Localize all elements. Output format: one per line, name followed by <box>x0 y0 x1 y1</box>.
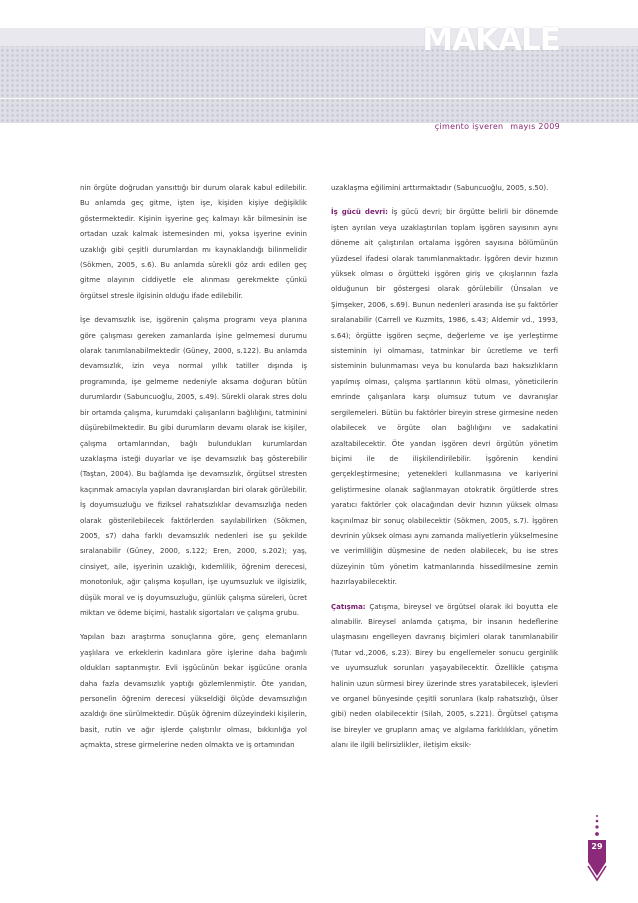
paragraph: İşe devamsızlık ise, işgörenin çalışma programı veya planına göre çalışması gereken zamanlarda işine gelmemesi durumu olarak tanımlanabilmektedir (Güney, 2000, s.122). Bu anlamda devamsızlık, izin veya normal yıllık tatiller dışında iş programında, işe gelmeme nedeniyle aksama doğuran bütün durumlardır (Sabuncuoğlu, 2005, s.49). Sürekli olarak stres dolu bir ortamda çalışma, kurumdaki çalışanların bağlılığını, tatminini düşürebilmektedir. Bu gibi durumların devamı olarak ise kişiler, çalışma ortamlarından, bağlı bulundukları kurumlardan uzaklaşma isteği duyarlar ve işe devamsızlık baş gösterebilir (Taştan, 2004). Bu bağlamda işe devamsızlık, örgütsel stresten kaçınmak amacıyla yapılan davranışlardan biri olarak görülebilir. İş doyumsuzluğu ve fiziksel rahatsızlıklar devamsızlığa neden olarak gösterilebilecek faktörlerden sayılabilirken (Sökmen, 2005, s7) daha farklı devamsızlık nedenleri ise şu şekilde sıralanabilir (Güney, 2000, s.122; Eren, 2000, s.202); yaş, cinsiyet, aile, işyerinin uzaklığı, kıdemlilik, öğrenim derecesi, monotonluk, ağır çalışma koşulları, işe uyumsuzluk ve ilgisizlik, düşük moral ve iş doyumsuzluğu, günlük çalışma süreleri, ücret miktarı ve ödeme biçimi, hastalık sigortaları ve çalışma grubu. <box>80 316 307 617</box>
paragraph: uzaklaşma eğilimini arttırmaktadır (Sabuncuoğlu, 2005, s.50). <box>331 184 549 192</box>
paragraph-text: Çatışma, bireysel ve örgütsel olarak iki boyutta ele alınabilir. Bireysel anlamda çatışma, bir insanın hedeflerine ulaşmasını engelleyen davranış biçimleri olarak tanımlanabilir (Tutar vd.,2006, s.23). Birey bu engellemeler sonucu gerginlik ve uyumsuzluk sorunları yaşayabilecektir. Özellikle çatışma halinin uzun sürmesi birey üzerinde stres yaratabilecek, işlevleri ve organel bünyesinde çeşitli sorunlara (kalp rahatsızlığı, ülser gibi) neden olabilecektir (Silah, 2005, s.221). Örgütsel çatışma ise bireyler ve grupların amaç ve algılama farklılıkları, yönetim alanı ile ilgili belirsizlikler, iletişim eksik- <box>331 602 558 750</box>
paragraph <box>331 205 558 590</box>
issue-info <box>431 122 560 131</box>
paragraph: Yapılan bazı araştırma sonuçlarına göre, genç elemanların yaşlılara ve erkeklerin kadınlara göre işlerine daha bağımlı oldukları saptanmıştır. Evli işgücünün bekar işgücüne oranla daha fazla devamsızlık yaptığı gözlemlenmiştir. Öte yandan, personelin öğrenim derecesi yükseldiği ölçüde devamsızlığın azaldığı öne sürülmektedir. Düşük öğrenim düzeyindeki kişilerin, basit, rutin ve ağır işlerde çalıştırılır olması, bıkkınlığa yol açmakta, strese girmelerine neden olmakta ve iş ortamından <box>80 633 307 750</box>
issue-date: mayıs 2009 <box>510 122 560 131</box>
term-heading: İş gücü devri: <box>331 208 388 217</box>
paragraph <box>331 600 558 754</box>
paragraph-text: İş gücü devri; bir örgütte belirli bir dönemde işten ayrılan veya uzaklaştırılan toplam işgören sayısının aynı döneme ait çalıştırılan ortalama işgören sayısına bölümünün yüzdesel ifadesi olarak tanımlanmaktadır. İşgören devir hızının yüksek olması o örgütteki işgören giriş ve çıkışlarının fazla olduğunun bir göstergesi olarak görülebilir (Ünsalan ve Şimşeker, 2006, s.69). Bunun nedenleri arasında ise şu faktörler sıralanabilir (Carrell ve Kuzmits, 1986, s.43; Aldemir vd., 1993, s.64); örgütte işgören seçme, değerleme ve işe yerleştirme sisteminin iyi olmaması, tatminkar bir ücretleme ve terfi sisteminin bulunmaması veya bu konularda bazı haksızlıkların yapılmış olması, çalışma şartlarının kötü olması, yöneticilerin emrinde çalışanlara karşı olumsuz tutum ve davranışlar sergilemeleri. Bütün bu faktörler bireyin strese girmesine neden olabilecek ve örgüte olan bağlılığını ve sadakatini azaltabilecektir. Öte yandan işgören devri örgütün yönetim biçimi ile de ilişkilendirilebilir. İşgörenin kendini gerçekleştirmesine; yetenekleri kullanmasına ve kariyerini geliştirmesine olanak sağlanmayan otokratik örgütlerde stres yaratıcı faktörler çok olacağından devir hızının yüksek olması kaçınılmaz bir sonuç olabilecektir (Sökmen, 2005, s.7). İşgören devrinin yüksek olması aynı zamanda maliyetlerin yükselmesine ve verimliliğin düşmesine de neden olabilecek, bu ise stres düzeyinin tüm yönetim katmanlarında hissedilmesine zemin hazırlayabilecektir. <box>331 208 558 587</box>
section-title: MAKALE <box>422 22 560 58</box>
term-heading: Çatışma: <box>331 602 366 611</box>
left-text-column <box>80 181 307 763</box>
magazine-name: çimento işveren <box>434 122 504 131</box>
paragraph: nin örgüte doğrudan yansıttığı bir durum olarak kabul edilebilir. Bu anlamda geç gitme, işten işe, kişiden kişiye değişiklik göstermektedir. Kişinin işyerine geç kalmayı kâr bilmesinin ise ortadan uzak kalmak istemesinden mi, yoksa işyerine evinin uzaklığı gibi çeşitli durumlardan mı kaynaklandığı bilinmelidir (Sökmen, 2005, s.6). Bu anlamda sürekli göz ardı edilen geç gitme olayının ciddiyetle ele alınması gerekmekte çünkü örgütsel stresle ilgisinin olduğu ifade edilebilir. <box>80 184 307 300</box>
right-text-column <box>331 181 558 763</box>
page-number: 29 <box>591 842 603 851</box>
header-divider-line <box>0 98 638 99</box>
